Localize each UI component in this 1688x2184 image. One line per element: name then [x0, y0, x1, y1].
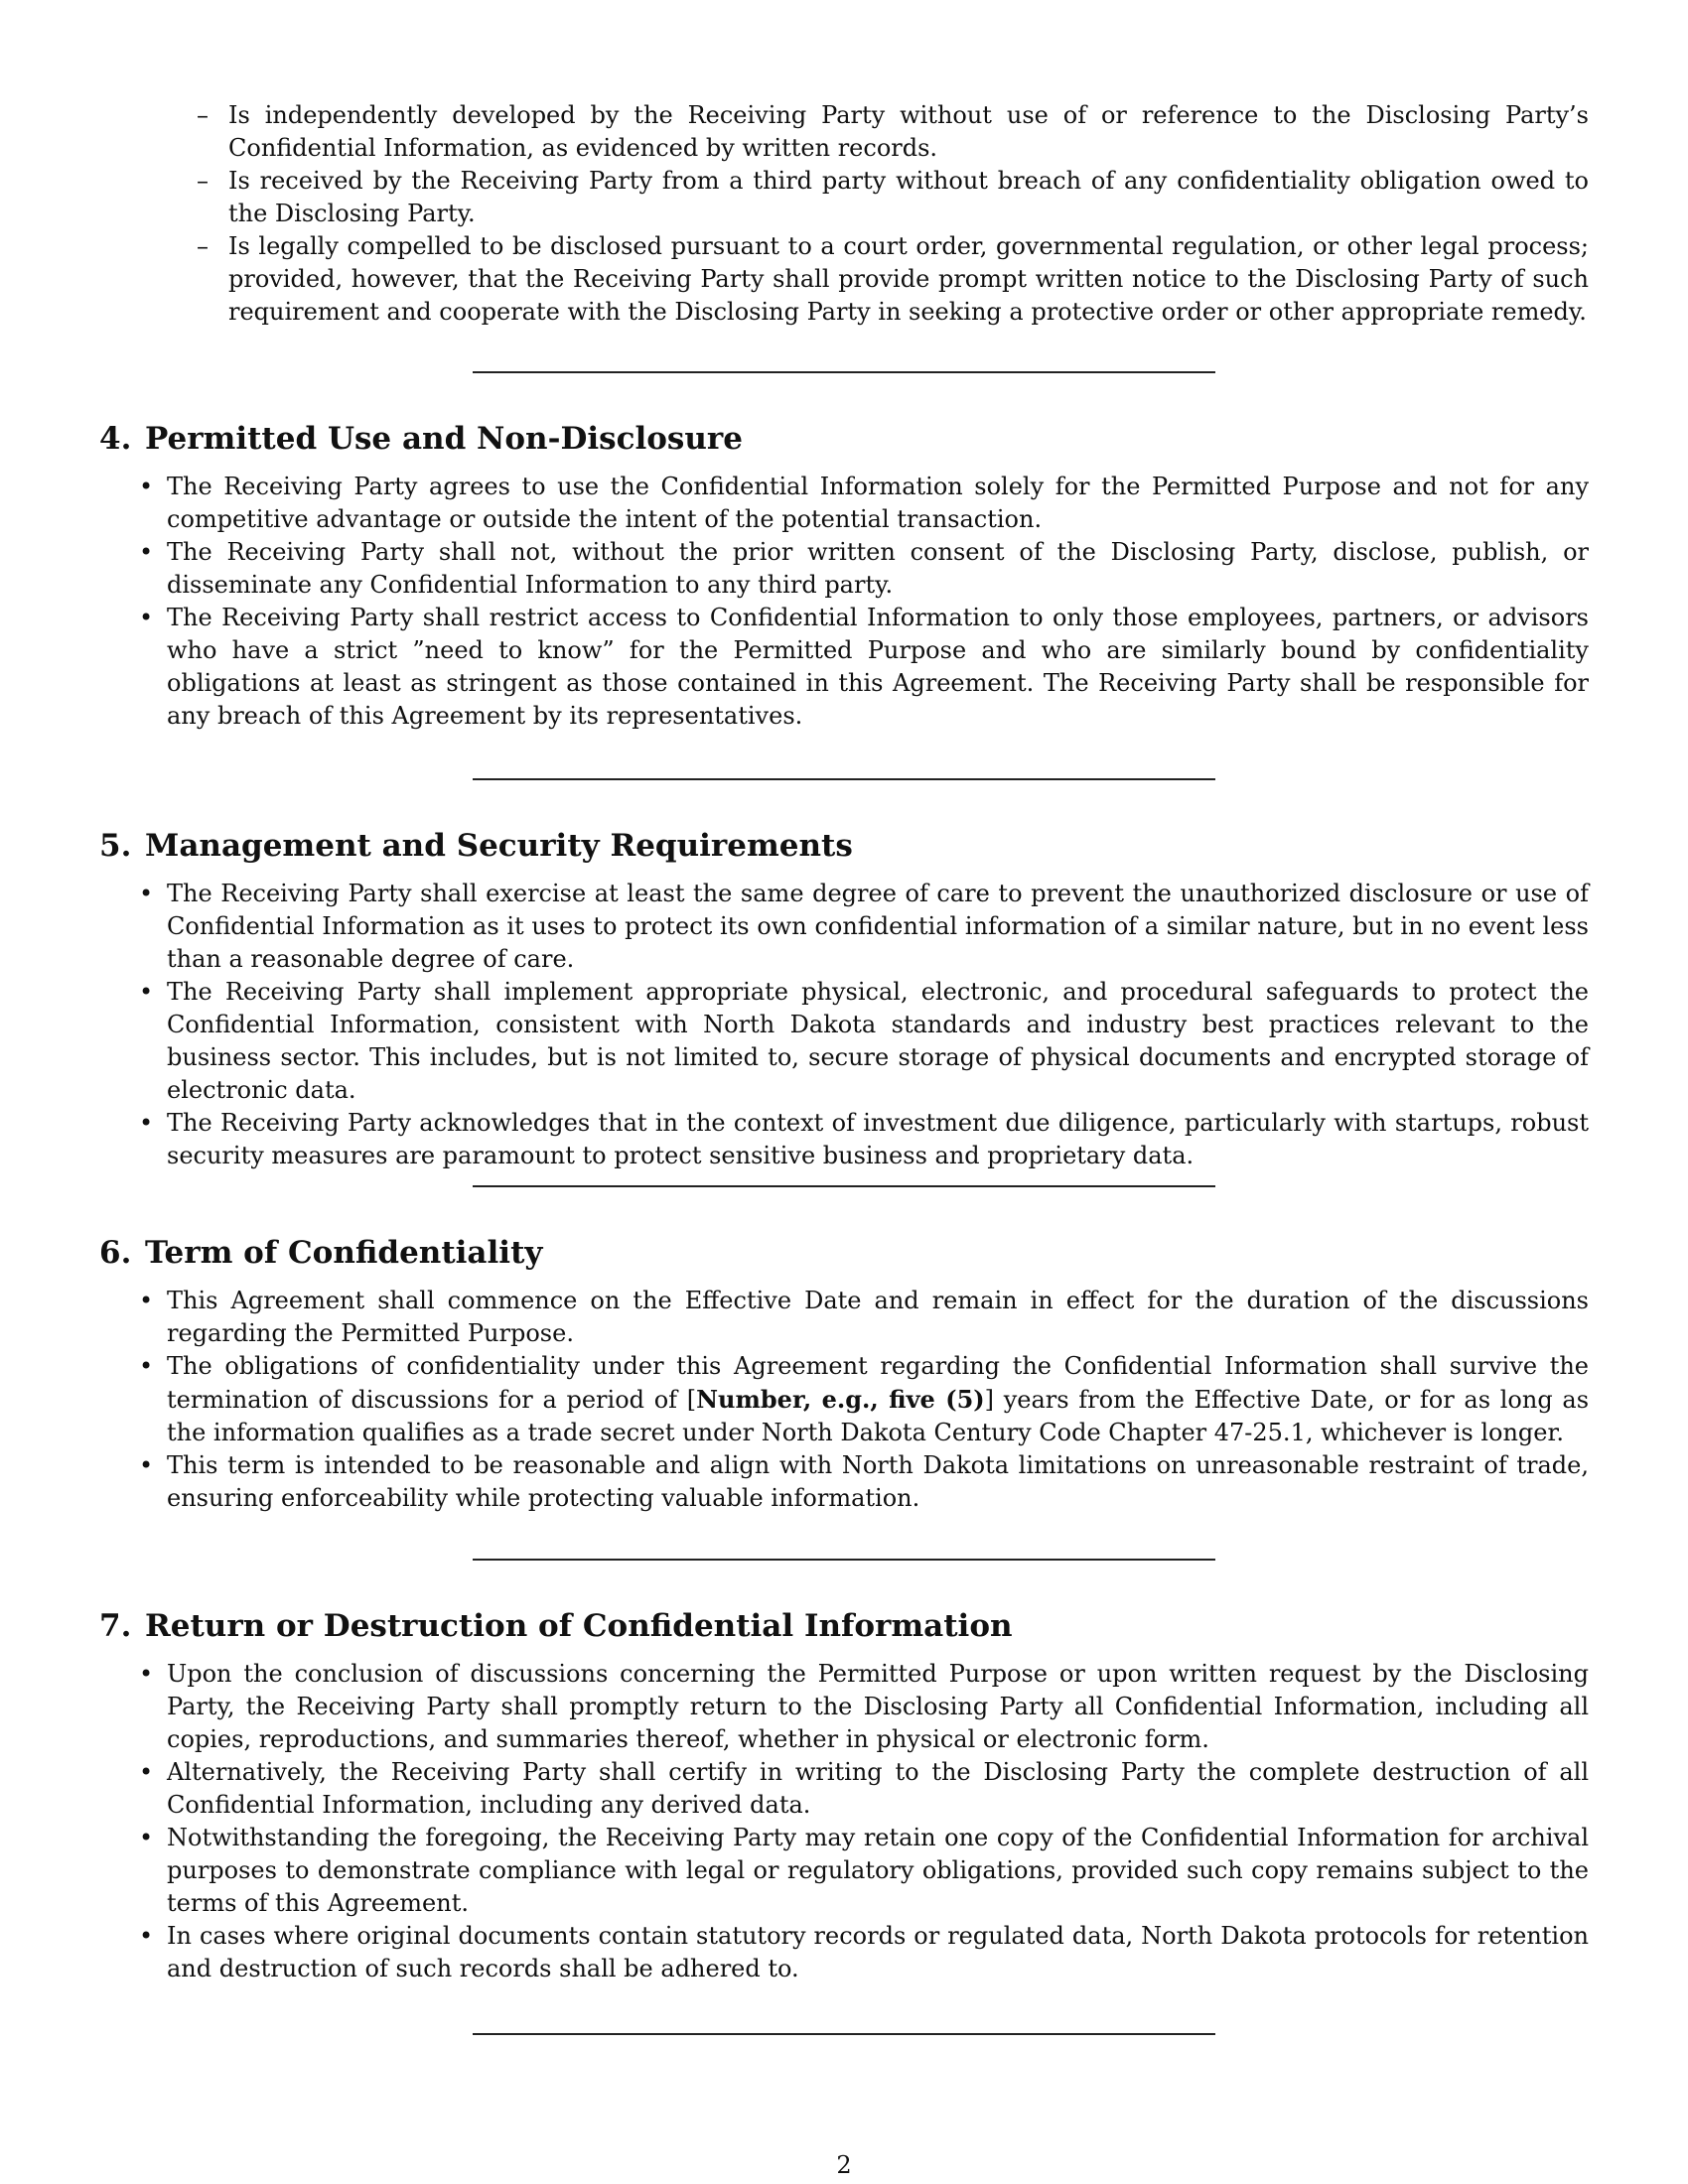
- section-title: Term of Confidentiality: [145, 1235, 543, 1271]
- section-number: 4.: [99, 421, 132, 457]
- section-heading: [99, 1606, 1589, 1646]
- list-item: • The Receiving Party agrees to use the Confidential Information solely for the Permitted Purpose and not for any competitive advantage or outside the intent of the potential transaction.: [99, 471, 1589, 536]
- section-title: Return or Destruction of Confidential Information: [145, 1608, 1013, 1644]
- section-7: [99, 1606, 1589, 1985]
- section-5: [99, 826, 1589, 1172]
- list-item: • The Receiving Party shall not, without the prior written consent of the Disclosing Party, disclose, publish, or disseminate any Confidential Information to any third party.: [99, 536, 1589, 602]
- section-divider: [473, 1559, 1215, 1561]
- list-item: • Alternatively, the Receiving Party shall certify in writing to the Disclosing Party the complete destruction of all Confidential Information, including any derived data.: [99, 1756, 1589, 1822]
- list-item: • This Agreement shall commence on the Effective Date and remain in effect for the duration of the discussions regarding the Permitted Purpose.: [99, 1285, 1589, 1350]
- section-number: 6.: [99, 1235, 132, 1271]
- section-divider: [473, 2033, 1215, 2035]
- page-number: 2: [836, 2151, 852, 2179]
- section-divider: [473, 1185, 1215, 1187]
- list-item: – Is received by the Receiving Party from a third party without breach of any confidentiality obligation owed to the Disclosing Party.: [197, 165, 1589, 230]
- section-number: 5.: [99, 828, 132, 864]
- list-item: – Is independently developed by the Receiving Party without use of or reference to the Disclosing Party’s Confidential Information, as evidenced by written records.: [197, 99, 1589, 165]
- list-item: • This term is intended to be reasonable and align with North Dakota limitations on unreasonable restraint of trade, ensuring enforceability while protecting valuable information.: [99, 1449, 1589, 1515]
- section-list: [99, 471, 1589, 733]
- section-6: [99, 1233, 1589, 1515]
- section-4: [99, 419, 1589, 733]
- section-heading: [99, 419, 1589, 459]
- placeholder-term: Number, e.g., five (5): [696, 1385, 985, 1414]
- list-item: [99, 1350, 1589, 1449]
- section-list: [99, 878, 1589, 1172]
- section-heading: [99, 826, 1589, 866]
- list-item: • The Receiving Party acknowledges that in the context of investment due diligence, particularly with startups, robust security measures are paramount to protect sensitive business and proprietary data.: [99, 1107, 1589, 1172]
- list-item: • Upon the conclusion of discussions concerning the Permitted Purpose or upon written request by the Disclosing Party, the Receiving Party shall promptly return to the Disclosing Party all Confidential Information, including all copies, reproductions, and summaries thereof, whether in physical or electronic form.: [99, 1658, 1589, 1756]
- list-item: • Notwithstanding the foregoing, the Receiving Party may retain one copy of the Confidential Information for archival purposes to demonstrate compliance with legal or regulatory obligations, provided such copy remains subject to the terms of this Agreement.: [99, 1822, 1589, 1920]
- list-item: • In cases where original documents contain statutory records or regulated data, North Dakota protocols for retention and destruction of such records shall be adhered to.: [99, 1920, 1589, 1985]
- list-item-text: The obligations of confidentiality under this Agreement regarding the Confidential Information shall survive the termination of discussions for a period of [: [167, 1352, 1589, 1414]
- list-item: • The Receiving Party shall exercise at least the same degree of care to prevent the unauthorized disclosure or use of Confidential Information as it uses to protect its own confidential information of a similar nature, but in no event less than a reasonable degree of care.: [99, 878, 1589, 976]
- section-number: 7.: [99, 1608, 132, 1644]
- exclusions-continuation-list: [197, 99, 1589, 329]
- list-item: – Is legally compelled to be disclosed pursuant to a court order, governmental regulation, or other legal process; provided, however, that the Receiving Party shall provide prompt written notice to the Disclosing Party of such requirement and cooperate with the Disclosing Party in seeking a protective order or other appropriate remedy.: [197, 230, 1589, 329]
- section-heading: [99, 1233, 1589, 1273]
- section-title: Permitted Use and Non-Disclosure: [145, 421, 743, 457]
- section-divider: [473, 371, 1215, 373]
- section-title: Management and Security Requirements: [145, 828, 853, 864]
- section-divider: [473, 778, 1215, 780]
- section-list: [99, 1658, 1589, 1985]
- list-item: • The Receiving Party shall restrict access to Confidential Information to only those employees, partners, or advisors who have a strict ”need to know” for the Permitted Purpose and who are similarly bound by confidentiality obligations at least as stringent as those contained in this Agreement. The Receiving Party shall be responsible for any breach of this Agreement by its representatives.: [99, 602, 1589, 733]
- list-item: • The Receiving Party shall implement appropriate physical, electronic, and procedural safeguards to protect the Confidential Information, consistent with North Dakota standards and industry best practices relevant to the business sector. This includes, but is not limited to, secure storage of physical documents and encrypted storage of electronic data.: [99, 976, 1589, 1107]
- list-item-text: ] years from the Effective Date, or for as long as the information qualifies as a trade secret under North Dakota Century Code Chapter 47-25.1, whichever is longer.: [167, 1386, 1590, 1446]
- section-list: [99, 1285, 1589, 1515]
